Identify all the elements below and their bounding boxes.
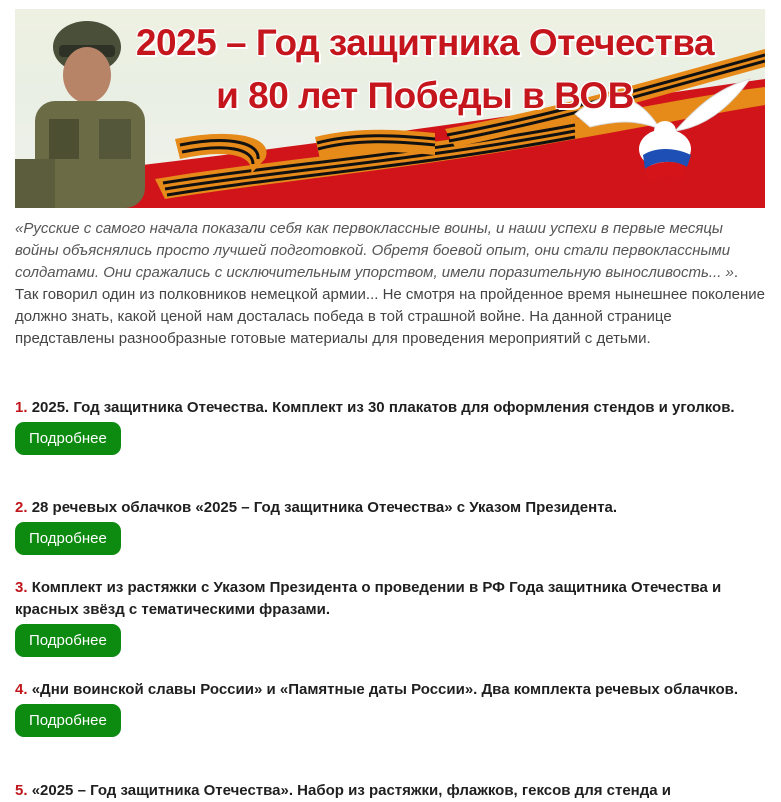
item-number: 2. (15, 499, 28, 516)
details-button[interactable]: Подробнее (15, 522, 121, 555)
item-title-text: Комплект из растяжки с Указом Президента о проведении в РФ Года защитника Отечества и красных звёзд с тематическими фразами. (15, 579, 722, 618)
banner-title-line2: и 80 лет Победы в ВОВ (216, 75, 634, 116)
list-item (15, 679, 765, 737)
item-title[interactable] (15, 780, 765, 802)
item-title[interactable] (15, 679, 765, 701)
details-button[interactable]: Подробнее (15, 704, 121, 737)
intro-text: . Так говорил один из полковников немецкой армии... Не смотря на пройденное время нынешнее поколение должно знать, какой ценой нам досталась победа в той страшной войне. На данной странице представлены разнообразные готовые материалы для проведения мероприятий с детьми. (15, 264, 765, 347)
list-item (15, 397, 765, 455)
intro-quote: «Русские с самого начала показали себя как первоклассные воины, и наши успехи в первые месяцы войны объяснялись просто лучшей подготовкой. Обретя боевой опыт, они стали первоклассными солдатами. Они сражались с исключительным упорством, имели поразительную выносливость... » (15, 220, 734, 281)
item-number: 3. (15, 579, 28, 596)
item-title[interactable] (15, 497, 765, 519)
item-title[interactable] (15, 397, 765, 419)
details-button[interactable]: Подробнее (15, 624, 121, 657)
item-title-text: 2025. Год защитника Отечества. Комплект из 30 плакатов для оформления стендов и уголков. (31, 399, 735, 416)
details-button[interactable]: Подробнее (15, 422, 121, 455)
list-item (15, 780, 765, 802)
banner-title-line1: 2025 – Год защитника Отечества (135, 22, 715, 63)
intro-paragraph (15, 218, 765, 350)
item-number: 5. (15, 782, 28, 799)
item-title-text: «2025 – Год защитника Отечества». Набор из растяжки, флажков, гексов для стенда и (31, 782, 671, 799)
item-number: 4. (15, 681, 28, 698)
item-title-text: «Дни воинской славы России» и «Памятные даты России». Два комплекта речевых облачков. (31, 681, 739, 698)
banner-image (15, 9, 765, 208)
item-number: 1. (15, 399, 28, 416)
list-item (15, 577, 765, 657)
list-item (15, 497, 765, 555)
item-title[interactable] (15, 577, 765, 621)
item-title-text: 28 речевых облачков «2025 – Год защитника Отечества» с Указом Президента. (31, 499, 618, 516)
